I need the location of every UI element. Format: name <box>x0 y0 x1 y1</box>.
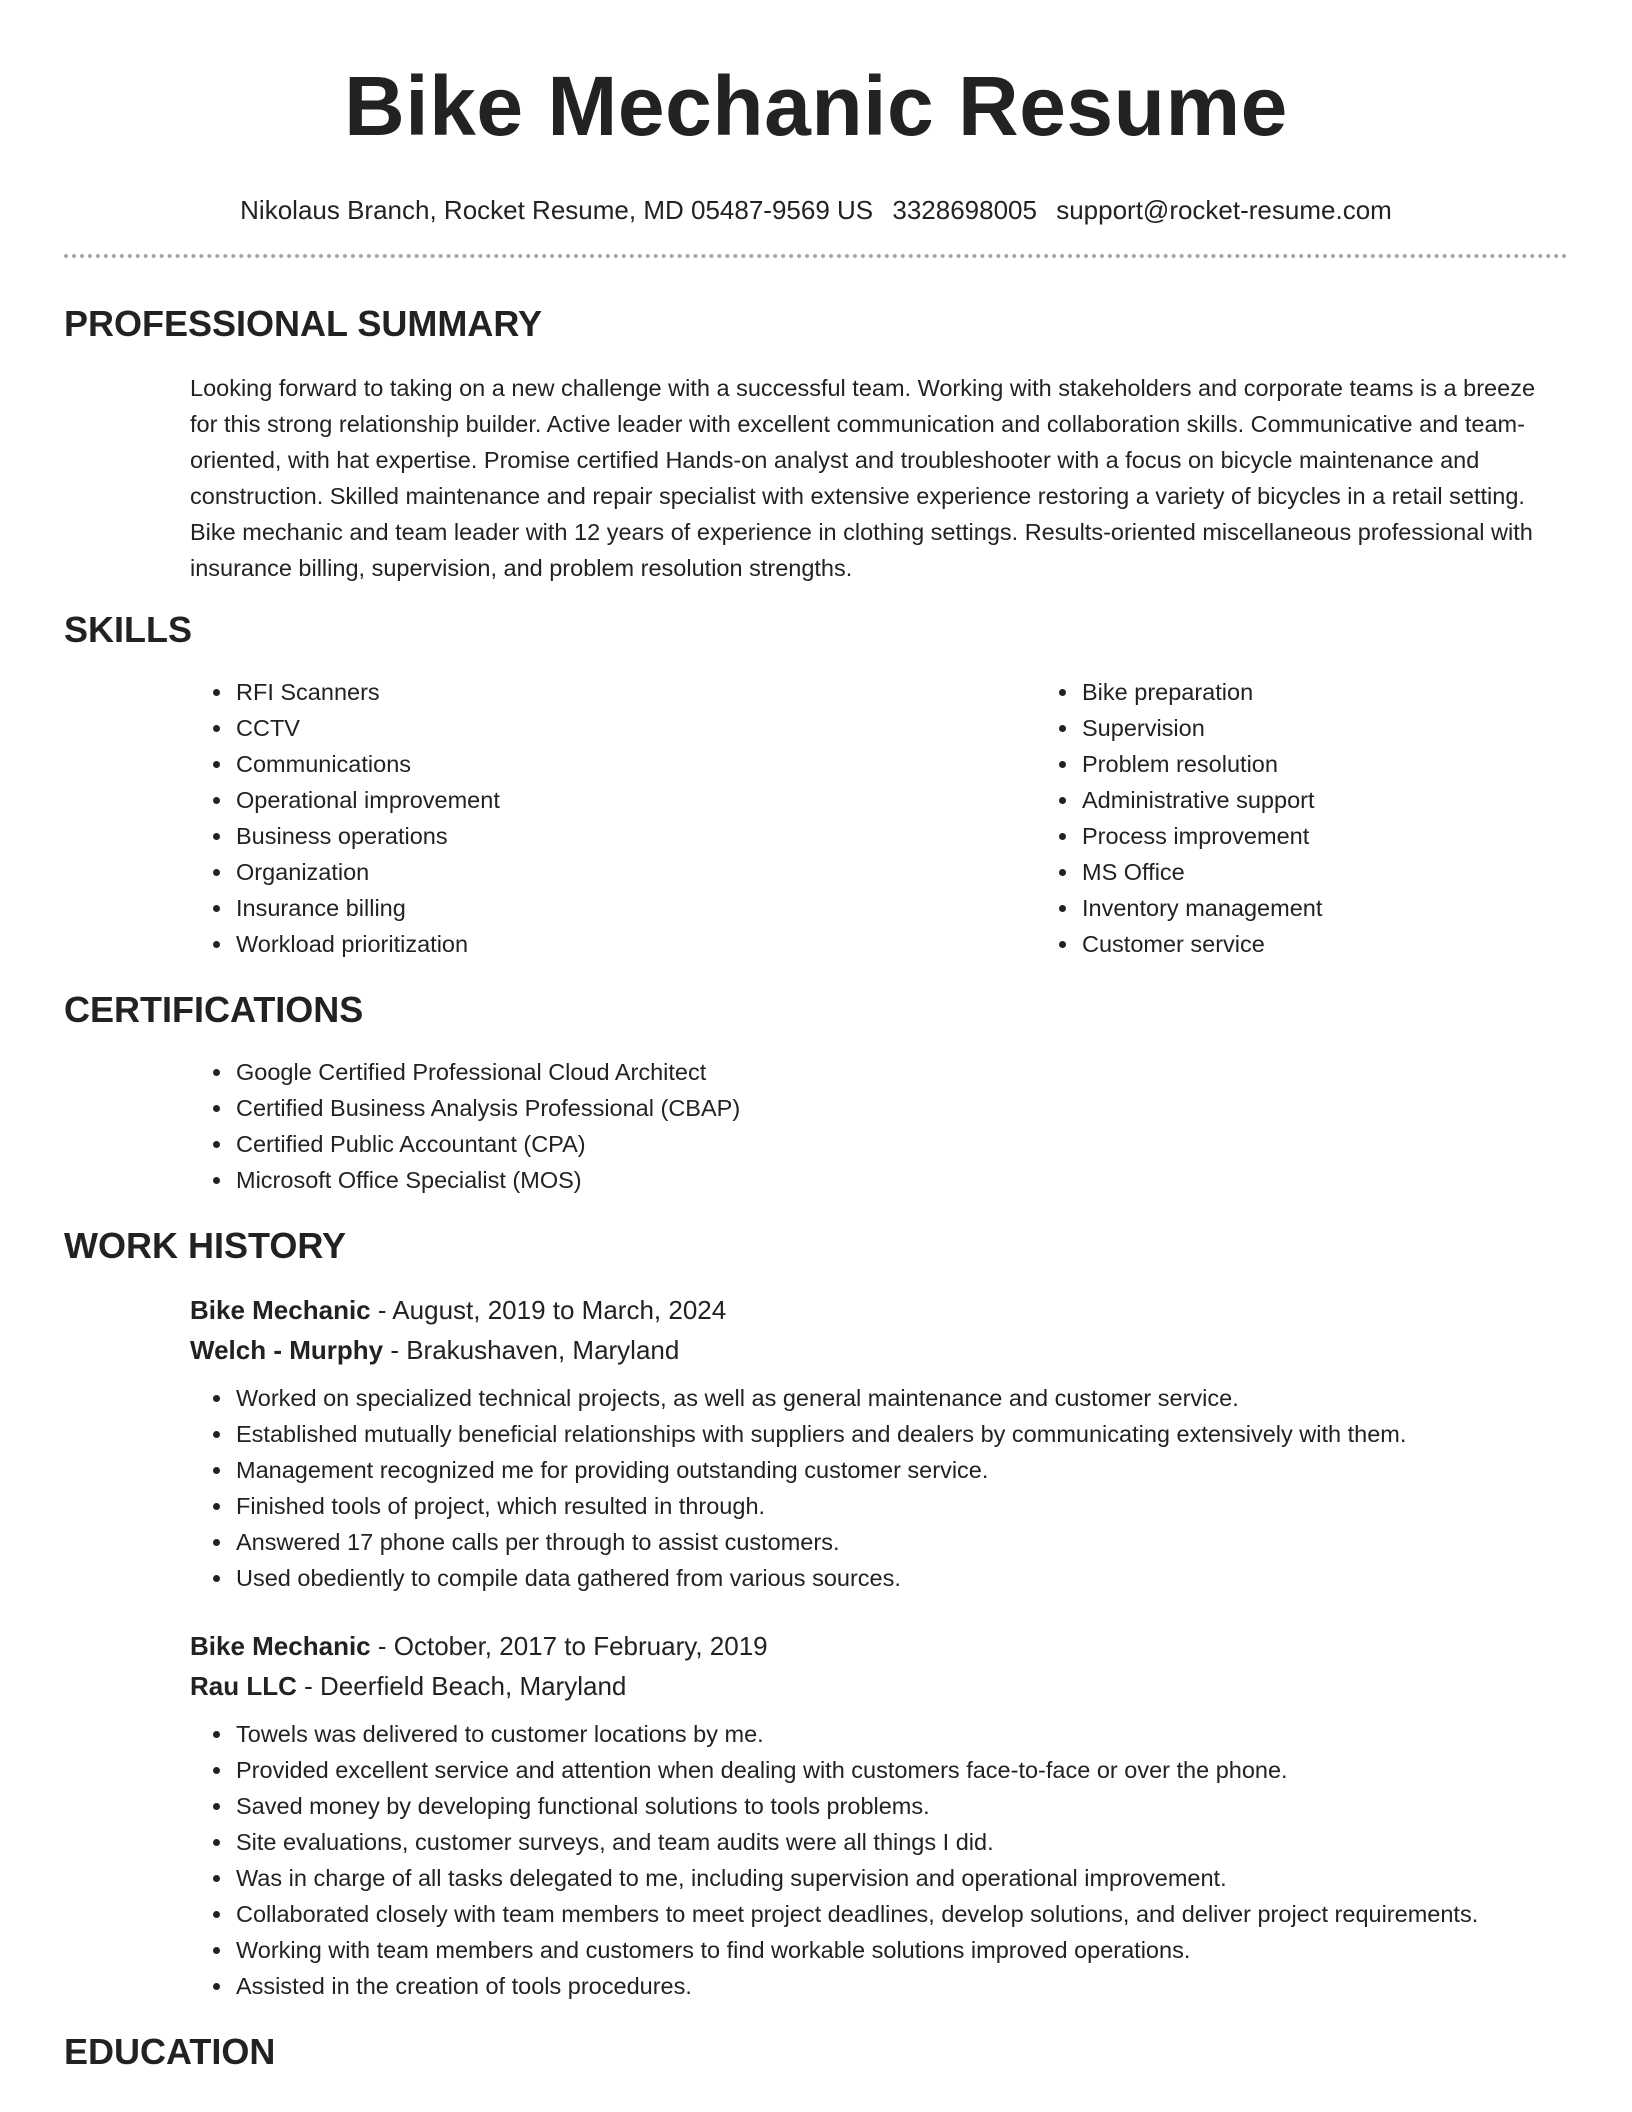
job-bullet: • Worked on specialized technical projects, as well as general maintenance and customer service. <box>234 1380 1568 1416</box>
job-bullet: • Management recognized me for providing outstanding customer service. <box>234 1452 1568 1488</box>
job-bullet: • Site evaluations, customer surveys, and team audits were all things I did. <box>234 1824 1568 1860</box>
job-dates: - October, 2017 to February, 2019 <box>370 1631 768 1661</box>
skill-item: • Workload prioritization <box>234 926 914 962</box>
skill-item: • Problem resolution <box>1080 746 1322 782</box>
skill-item: • Bike preparation <box>1080 674 1322 710</box>
summary-heading: PROFESSIONAL SUMMARY <box>64 303 543 344</box>
job-bullet: • Used obediently to compile data gathered from various sources. <box>234 1560 1568 1596</box>
job-title-line <box>190 1626 1568 1666</box>
job-company: Rau LLC <box>190 1671 297 1701</box>
skill-item: • Operational improvement <box>234 782 914 818</box>
job-bullet: • Established mutually beneficial relationships with suppliers and dealers by communicating extensively with them. <box>234 1416 1568 1452</box>
job-role: Bike Mechanic <box>190 1295 371 1325</box>
job-bullet: • Assisted in the creation of tools procedures. <box>234 1968 1568 2004</box>
skill-item: • Organization <box>234 854 914 890</box>
job-bullet: • Towels was delivered to customer locations by me. <box>234 1716 1568 1752</box>
skill-item: • MS Office <box>1080 854 1322 890</box>
job-entry <box>190 1626 1568 2004</box>
certifications-heading: CERTIFICATIONS <box>64 989 364 1030</box>
certification-item: • Certified Business Analysis Professional (CBAP) <box>234 1090 1568 1126</box>
job-bullet: • Collaborated closely with team members to meet project deadlines, develop solutions, and deliver project requirements. <box>234 1896 1568 1932</box>
skill-item: • Insurance billing <box>234 890 914 926</box>
contact-email: support@rocket-resume.com <box>1056 195 1392 225</box>
skill-item: • Inventory management <box>1080 890 1322 926</box>
job-bullets <box>190 1380 1568 1596</box>
skill-item: • Customer service <box>1080 926 1322 962</box>
skills-column-1 <box>64 674 914 962</box>
job-bullet: • Working with team members and customers to find workable solutions improved operations. <box>234 1932 1568 1968</box>
education-heading: EDUCATION <box>64 2031 276 2072</box>
certifications-list <box>64 1054 1568 1198</box>
skill-item: • Communications <box>234 746 914 782</box>
skill-item: • CCTV <box>234 710 914 746</box>
work-history-heading: WORK HISTORY <box>64 1225 347 1266</box>
contact-phone: 3328698005 <box>892 195 1037 225</box>
job-entry <box>190 1290 1568 1596</box>
job-title-line <box>190 1290 1568 1330</box>
job-company: Welch - Murphy <box>190 1335 384 1365</box>
skill-item: • Business operations <box>234 818 914 854</box>
job-bullet: • Finished tools of project, which resulted in through. <box>234 1488 1568 1524</box>
contact-address: Nikolaus Branch, Rocket Resume, MD 05487-9569 US <box>240 195 874 225</box>
summary-text: Looking forward to taking on a new challenge with a successful team. Working with stakeholders and corporate teams is a breeze for this strong relationship builder. Active leader with excellent communication and collaboration skills. Communicative and team-oriented, with hat expertise. Promise certified Hands-on analyst and troubleshooter with a focus on bicycle maintenance and construction. Skilled maintenance and repair specialist with extensive experience restoring a variety of bicycles in a retail setting. Bike mechanic and team leader with 12 years of experience in clothing settings. Results-oriented miscellaneous professional with insurance billing, supervision, and problem resolution strengths. <box>190 375 1536 581</box>
job-bullet: • Saved money by developing functional solutions to tools problems. <box>234 1788 1568 1824</box>
certification-item: • Certified Public Accountant (CPA) <box>234 1126 1568 1162</box>
job-company-line <box>190 1666 1568 1706</box>
job-bullet: • Was in charge of all tasks delegated to me, including supervision and operational improvement. <box>234 1860 1568 1896</box>
skill-item: • Process improvement <box>1080 818 1322 854</box>
job-bullet: • Answered 17 phone calls per through to assist customers. <box>234 1524 1568 1560</box>
job-bullet: • Provided excellent service and attention when dealing with customers face-to-face or over the phone. <box>234 1752 1568 1788</box>
job-location: - Brakushaven, Maryland <box>383 1335 680 1365</box>
certification-item: • Google Certified Professional Cloud Architect <box>234 1054 1568 1090</box>
skill-item: • Administrative support <box>1080 782 1322 818</box>
header-divider <box>64 254 1568 258</box>
contact-line <box>64 194 1568 226</box>
skill-item: • Supervision <box>1080 710 1322 746</box>
certification-item: • Microsoft Office Specialist (MOS) <box>234 1162 1568 1198</box>
skill-item: • RFI Scanners <box>234 674 914 710</box>
job-bullets <box>190 1716 1568 2004</box>
resume-page <box>64 0 1568 2074</box>
job-company-line <box>190 1330 1568 1370</box>
resume-title: Bike Mechanic Resume <box>344 59 1288 153</box>
job-dates: - August, 2019 to March, 2024 <box>370 1295 727 1325</box>
job-location: - Deerfield Beach, Maryland <box>296 1671 627 1701</box>
skills-heading: SKILLS <box>64 609 193 650</box>
skills-column-2 <box>914 674 1322 962</box>
job-role: Bike Mechanic <box>190 1631 371 1661</box>
skills-list <box>64 674 1568 962</box>
